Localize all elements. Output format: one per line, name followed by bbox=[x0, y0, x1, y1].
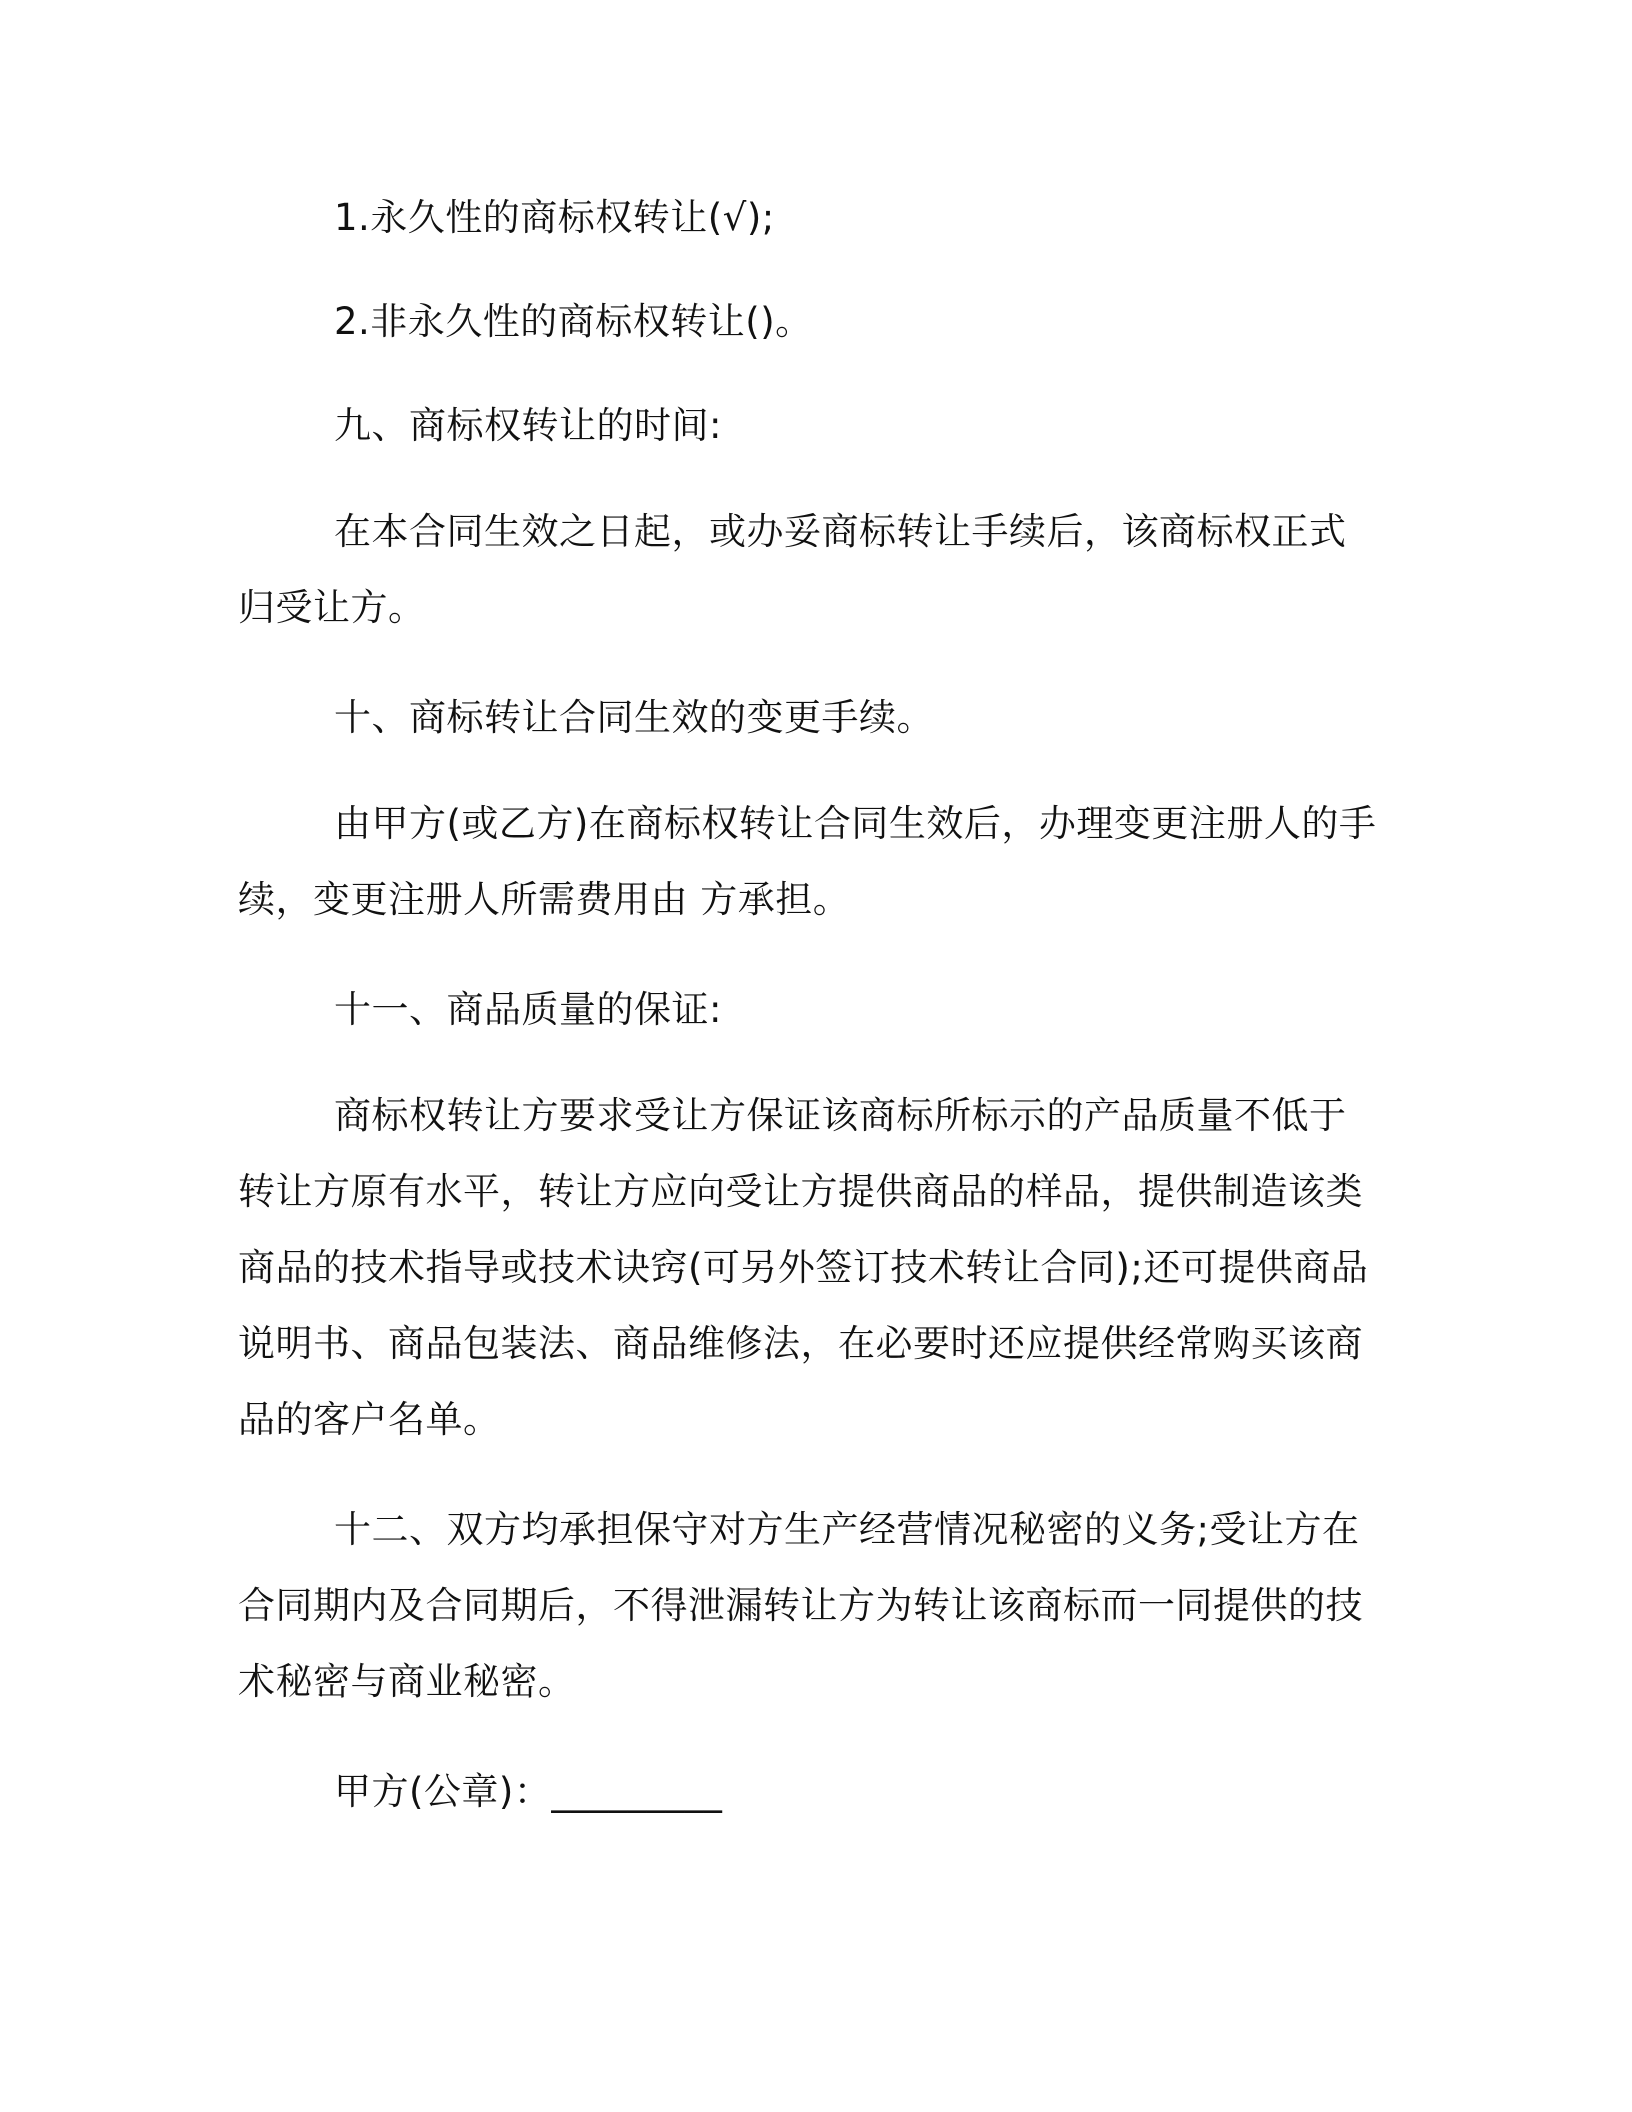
section-heading-quality-guarantee: 十一、商品质量的保证: bbox=[334, 988, 722, 1031]
section-heading-transfer-time: 九、商标权转让的时间: bbox=[334, 404, 722, 447]
clause-option-permanent: 1.永久性的商标权转让(√); bbox=[334, 196, 775, 239]
paragraph-change-procedures: 由甲方(或乙方)在商标权转让合同生效后，办理变更注册人的手续，变更注册人所需费用由 方承担。 bbox=[238, 802, 1377, 921]
section-heading-change-procedures: 十、商标转让合同生效的变更手续。 bbox=[334, 696, 934, 739]
paragraph-confidentiality: 十二、双方均承担保守对方生产经营情况秘密的义务;受让方在合同期内及合同期后，不得泄漏转让方为转让该商标而一同提供的技术秘密与商业秘密。 bbox=[238, 1508, 1363, 1703]
paragraph-quality-guarantee: 商标权转让方要求受让方保证该商标所标示的产品质量不低于转让方原有水平，转让方应向受让方提供商品的样品，提供制造该类商品的技术指导或技术诀窍(可另外签订技术转让合同);还可提供商品说明书、商品包装法、商品维修法，在必要时还应提供经常购买该商品的客户名单。 bbox=[238, 1094, 1369, 1441]
signature-line-party-a: 甲方(公章)：_________ bbox=[334, 1770, 723, 1813]
document-content bbox=[238, 180, 1380, 1830]
paragraph-transfer-time: 在本合同生效之日起，或办妥商标转让手续后，该商标权正式归受让方。 bbox=[238, 510, 1347, 629]
clause-option-non-permanent: 2.非永久性的商标权转让()。 bbox=[334, 300, 813, 343]
